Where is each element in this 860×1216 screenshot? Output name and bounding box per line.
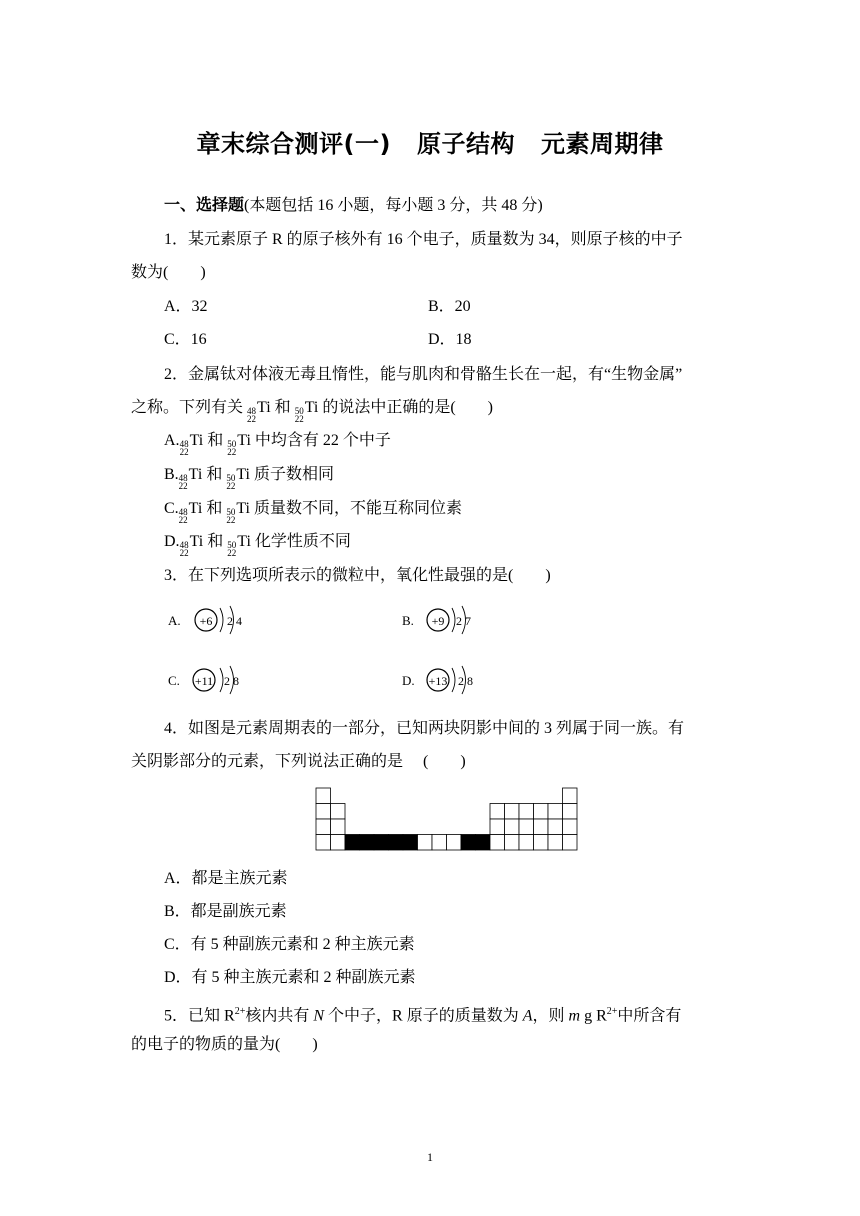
table-cell — [316, 788, 331, 804]
q2-stem-cont: 之称。下列有关 48 22 Ti 和 50 22 Ti 的说法中正确的是( ) — [131, 399, 494, 424]
svg-text:+6: +6 — [199, 614, 213, 628]
q4-option-a: A．都是主族元素 — [164, 870, 288, 887]
shaded-cell — [389, 835, 404, 851]
q2-option-b: B. 48 22 Ti 和 50 22 Ti 质子数相同 — [164, 466, 335, 491]
q1-option-d: D．18 — [428, 331, 472, 348]
shaded-cell — [461, 835, 476, 851]
table-cell — [519, 819, 534, 835]
table-cell — [534, 804, 549, 820]
title-part: 章末综合测评(一) — [196, 130, 391, 158]
table-cell — [505, 819, 520, 835]
shaded-cell — [360, 835, 375, 851]
svg-text:B.: B. — [402, 613, 414, 628]
table-cell — [519, 804, 534, 820]
q1-option-b: B．20 — [428, 298, 471, 315]
table-cell — [490, 804, 505, 820]
page-number: 1 — [427, 1150, 433, 1164]
svg-text:2 4: 2 4 — [227, 614, 242, 628]
atom-structure-diagrams — [160, 596, 580, 702]
shaded-cell — [345, 835, 360, 851]
table-cell — [316, 819, 331, 835]
q1-stem-cont: 数为( ) — [131, 264, 206, 281]
table-cell — [432, 835, 447, 851]
shaded-cell — [476, 835, 491, 851]
table-cell — [490, 819, 505, 835]
table-cell — [534, 835, 549, 851]
title-part: 元素周期律 — [540, 130, 664, 158]
table-cell — [505, 835, 520, 851]
table-cell — [316, 804, 331, 820]
q2-stem: 2．金属钛对体液无毒且惰性，能与肌肉和骨骼生长在一起，有“生物金属” — [164, 366, 683, 383]
q2-option-d: D. 48 22 Ti 和 50 22 Ti 化学性质不同 — [164, 533, 351, 558]
table-cell — [548, 819, 563, 835]
q4-option-c: C．有 5 种副族元素和 2 种主族元素 — [164, 936, 415, 953]
isotope-ti48: 48 22 Ti — [247, 399, 271, 424]
title-part: 原子结构 — [416, 130, 515, 158]
q5-stem: 5．已知 $R^{2+}$核内共有 N 个中子，R 原子的质量数为 A，则 m g $R^{2+}$中所含有 — [164, 1006, 682, 1025]
periodic-table-fragment — [315, 787, 579, 851]
table-cell — [534, 819, 549, 835]
table-cell — [548, 835, 563, 851]
table-cell — [331, 804, 346, 820]
isotope-ti50: 50 22 Ti — [294, 399, 319, 424]
q4-stem-cont: 关阴影部分的元素，下列说法正确的是 ( ) — [131, 753, 466, 770]
shaded-cell — [374, 835, 389, 851]
table-cell — [563, 804, 578, 820]
table-cell — [548, 804, 563, 820]
svg-text:2 8: 2 8 — [224, 674, 239, 688]
svg-text:2 8: 2 8 — [458, 674, 473, 688]
q2-option-c: C. 48 22 Ti 和 50 22 Ti 质量数不同，不能互称同位素 — [164, 500, 463, 525]
q4-stem: 4．如图是元素周期表的一部分，已知两块阴影中间的 3 列属于同一族。有 — [164, 720, 685, 737]
table-cell — [316, 835, 331, 851]
table-cell — [490, 835, 505, 851]
table-cell — [331, 819, 346, 835]
q2-option-a: A. 48 22 Ti 和 50 22 Ti 中均含有 22 个中子 — [164, 432, 391, 457]
svg-text:2 7: 2 7 — [456, 614, 471, 628]
table-cell — [418, 835, 433, 851]
table-cell — [505, 804, 520, 820]
q1-stem: 1．某元素原子 R 的原子核外有 16 个电子，质量数为 34，则原子核的中子 — [164, 231, 683, 248]
atom-b — [402, 606, 471, 634]
svg-text:+11: +11 — [194, 674, 214, 688]
atom-d — [402, 666, 473, 694]
section-heading: 一、选择题(本题包括 16 小题，每小题 3 分，共 48 分) — [164, 195, 543, 214]
q1-option-c: C．16 — [164, 331, 207, 348]
q5-stem-cont: 的电子的物质的量为( ) — [131, 1036, 318, 1053]
svg-text:A.: A. — [168, 613, 181, 628]
svg-text:+9: +9 — [431, 614, 445, 628]
q3-stem: 3．在下列选项所表示的微粒中，氧化性最强的是( ) — [164, 567, 551, 584]
svg-text:+13: +13 — [428, 674, 448, 688]
table-cell — [447, 835, 462, 851]
atom-a — [168, 606, 242, 634]
q1-option-a: A．32 — [164, 298, 208, 315]
page-title — [0, 124, 860, 159]
atom-c — [168, 666, 239, 694]
q4-option-d: D．有 5 种主族元素和 2 种副族元素 — [164, 969, 416, 986]
table-cell — [331, 835, 346, 851]
table-cell — [563, 788, 578, 804]
table-cell — [563, 835, 578, 851]
svg-text:D.: D. — [402, 673, 415, 688]
shaded-cell — [403, 835, 418, 851]
q4-option-b: B．都是副族元素 — [164, 903, 287, 920]
svg-text:C.: C. — [168, 673, 180, 688]
table-cell — [519, 835, 534, 851]
table-cell — [563, 819, 578, 835]
